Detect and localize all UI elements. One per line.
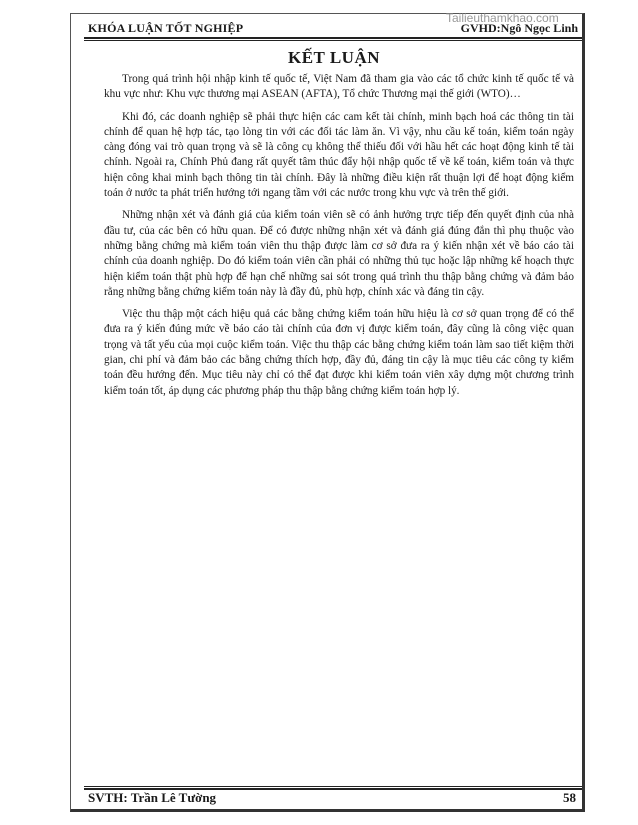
header-divider — [84, 37, 582, 39]
paragraph: Việc thu thập một cách hiệu quả các bằng chứng kiểm toán hữu hiệu là cơ sở quan trọng để có thể đưa ra ý kiến đúng mức về báo cáo tài chính của đơn vị được kiểm toán, đây cũng là công việc quan trọng và tất yếu của mọi cuộc kiểm toán. Việc thu thập các bằng chứng kiểm toán làm sao tiết kiệm thời gian, chi phí và đảm bảo các bằng chứng thích hợp, đầy đủ, đáng tin cậy là mục tiêu các công ty kiểm toán đều hướng đến. Mục tiêu này chỉ có thể đạt được khi kiểm toán viên xây dựng một chương trình kiểm toán tốt, áp dụng các phương pháp thu thập bằng chứng kiểm toán hợp lý. — [104, 308, 574, 397]
footer-student: SVTH: Trần Lê Tường — [88, 790, 217, 805]
header-advisor: GVHD:Ngô Ngọc Linh — [460, 21, 578, 35]
paragraph: Những nhận xét và đánh giá của kiểm toán viên sẽ có ảnh hưởng trực tiếp đến quyết định của nhà đầu tư, của các bên có hữu quan. Để có được những nhận xét và đánh giá đúng đắn thì phụ thuộc vào những bằng chứng mà kiểm toán viên thu thập được làm cơ sở đưa ra ý kiến nhận xét về báo cáo tài chính của doanh nghiệp. Do đó kiểm toán viên cần phải có những thủ tục hoặc lập những kế hoạch thực hiện kiểm toán thật phù hợp để hạn chế những sai sót trong quá trình thu thập bằng chứng và đảm bảo rằng những bằng chứng kiểm toán này là đầy đủ, phù hợp, chính xác và đáng tin cậy. — [104, 209, 574, 298]
page-title: KẾT LUẬN — [287, 48, 380, 67]
footer-divider-thin — [84, 786, 582, 787]
paragraph: Khi đó, các doanh nghiệp sẽ phải thực hiện các cam kết tài chính, minh bạch hoá các thông tin tài chính để quan hệ hợp tác, tạo lòng tin với các đối tác làm ăn. Vì vậy, nhu cầu kế toán, kiểm toán ngày càng đóng vai trò quan trọng và sẽ là công cụ không thể thiếu đối với hầu hết các hoạt động kinh tế tài chính. Ngoài ra, Chính Phủ đang rất quyết tâm thúc đẩy hội nhập quốc tế về kế toán, kiểm toán và thực hiện công khai minh bạch thông tin tài chính. Đây là những điều kiện rất thuận lợi để hoạt động kiểm toán ở nước ta phát triển hướng tới ngang tầm với các nước trong khu vực và trên thế giới. — [104, 110, 574, 200]
header-divider-thin — [84, 40, 582, 41]
page-number: 58 — [563, 790, 576, 805]
paragraph: Trong quá trình hội nhập kinh tế quốc tế, Việt Nam đã tham gia vào các tổ chức kinh tế quốc tế và khu vực như: Khu vực thương mại ASEAN (AFTA), Tổ chức Thương mại thế giới (WTO)… — [104, 73, 574, 101]
header-thesis-label: KHÓA LUẬN TỐT NGHIỆP — [88, 21, 244, 35]
watermark-text: Tailieuthamkhao.com — [446, 11, 559, 25]
body-text — [104, 72, 574, 406]
page-footer — [84, 790, 582, 806]
